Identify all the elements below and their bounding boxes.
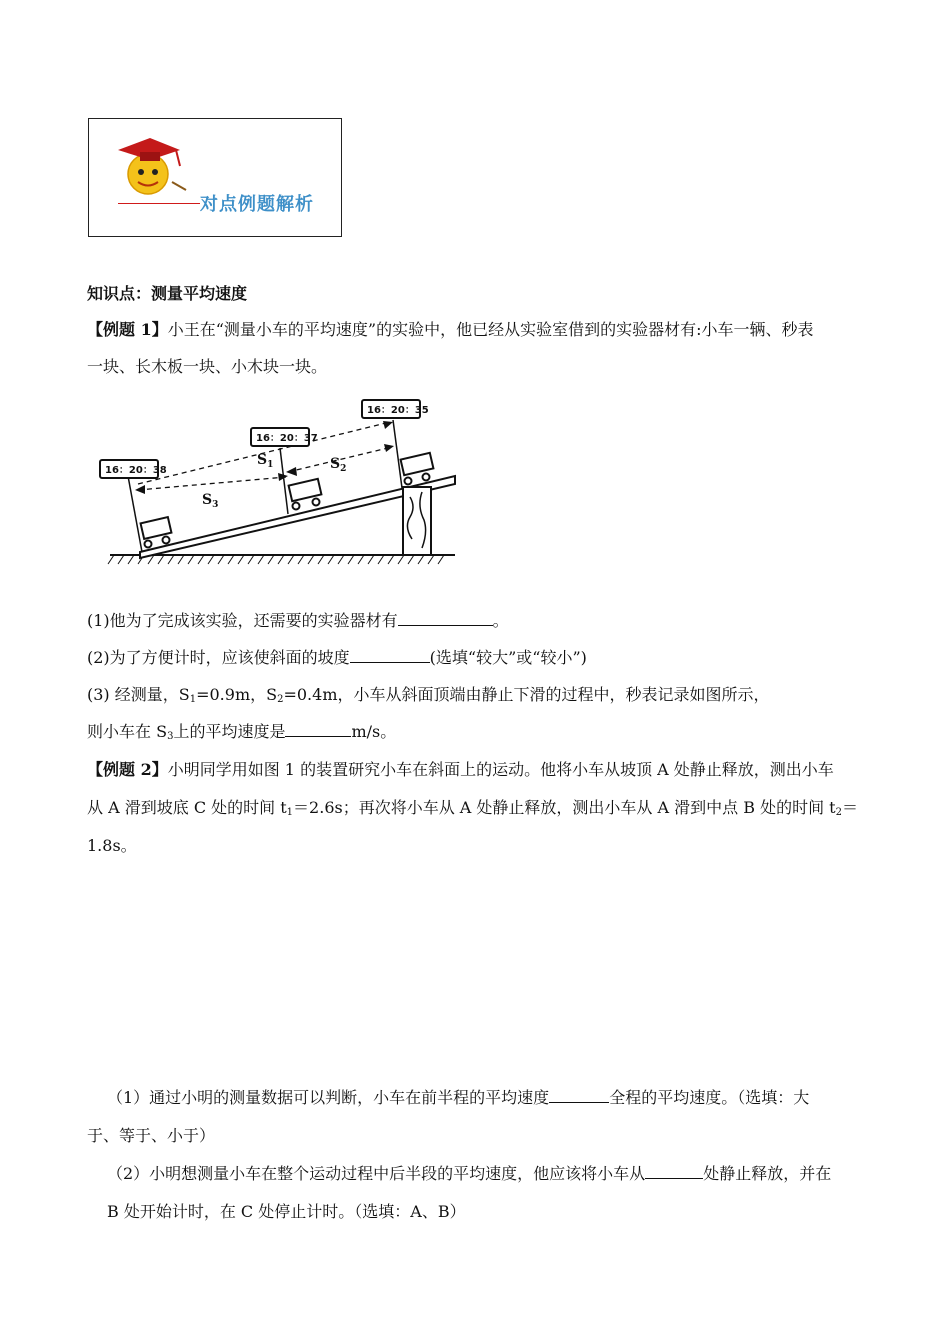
example1-text: 小王在“测量小车的平均速度”的实验中，他已经从实验室借到的实验器材有:小车一辆、秒表: [167, 320, 814, 339]
example2-line1: 【例题 2】小明同学用如图 1 的装置研究小车在斜面上的运动。他将小车从坡顶 A 处静止释放，测出小车: [87, 760, 834, 779]
example1-question2: (2)为了方便计时，应该使斜面的坡度 (选填“较大”或“较小”): [87, 648, 587, 667]
header-rule: [118, 203, 200, 204]
stopwatch-end: [362, 400, 429, 418]
example2-line2: 从 A 滑到坡底 C 处的时间 $t_1=2.6s$；再次将小车从 A 处静止释放，测出小车从 A 滑到中点 B 处的时间 $t_2=$: [87, 798, 858, 818]
answer-blank-q3[interactable]: [285, 722, 351, 737]
knowledge-point-heading: 知识点：测量平均速度: [87, 284, 248, 303]
incline-figure: [90, 392, 460, 572]
answer-blank-q2[interactable]: [350, 648, 430, 663]
example1-label: 【例题 1】: [87, 320, 168, 339]
mascot-icon: [110, 132, 190, 202]
example2-line3: 1.8s。: [87, 836, 137, 855]
header-title: 对点例题解析: [200, 194, 314, 215]
example2-question2: （2）小明想测量小车在整个运动过程中后半段的平均速度，他应该将小车从 处静止释放，并在: [107, 1164, 832, 1183]
stopwatch-start: [100, 460, 167, 478]
example2-question1: （1）通过小明的测量数据可以判断，小车在前半程的平均速度 全程的平均速度。（选填：大: [107, 1088, 810, 1107]
svg-text:16：20：38: 16：20：38: [105, 465, 167, 476]
example1-question3: (3) 经测量，$S_1=0.9m$，$S_2=0.4m$，小车从斜面顶端由静止下滑的过程中，秒表记录如图所示，: [87, 685, 770, 705]
label-s1: $S_1$: [257, 452, 274, 470]
answer-blank-ex2-q1[interactable]: [549, 1088, 609, 1103]
example1-line2: 一块、长木板一块、小木块一块。: [87, 357, 328, 376]
example2-question1-line2: 于、等于、小于）: [87, 1126, 216, 1145]
example2-question2-line2: B 处开始计时，在 C 处停止计时。（选填：A、B）: [107, 1202, 466, 1221]
label-s3: $S_3$: [202, 492, 219, 510]
example1-question3-line2: 则小车在 $S_3$上的平均速度是 m/s。: [87, 722, 397, 742]
label-s2: $S_2$: [330, 456, 347, 474]
answer-blank-ex2-q2[interactable]: [645, 1164, 703, 1179]
answer-blank-q1[interactable]: [398, 611, 493, 626]
svg-text:16：20：37: 16：20：37: [256, 433, 318, 444]
example1-line1: [87, 320, 813, 340]
example2-label: 【例题 2】: [87, 760, 168, 779]
stopwatch-middle: [251, 428, 318, 446]
example1-question1: (1)他为了完成该实验，还需要的实验器材有 。: [87, 611, 509, 630]
svg-text:16：20：35: 16：20：35: [367, 405, 429, 416]
